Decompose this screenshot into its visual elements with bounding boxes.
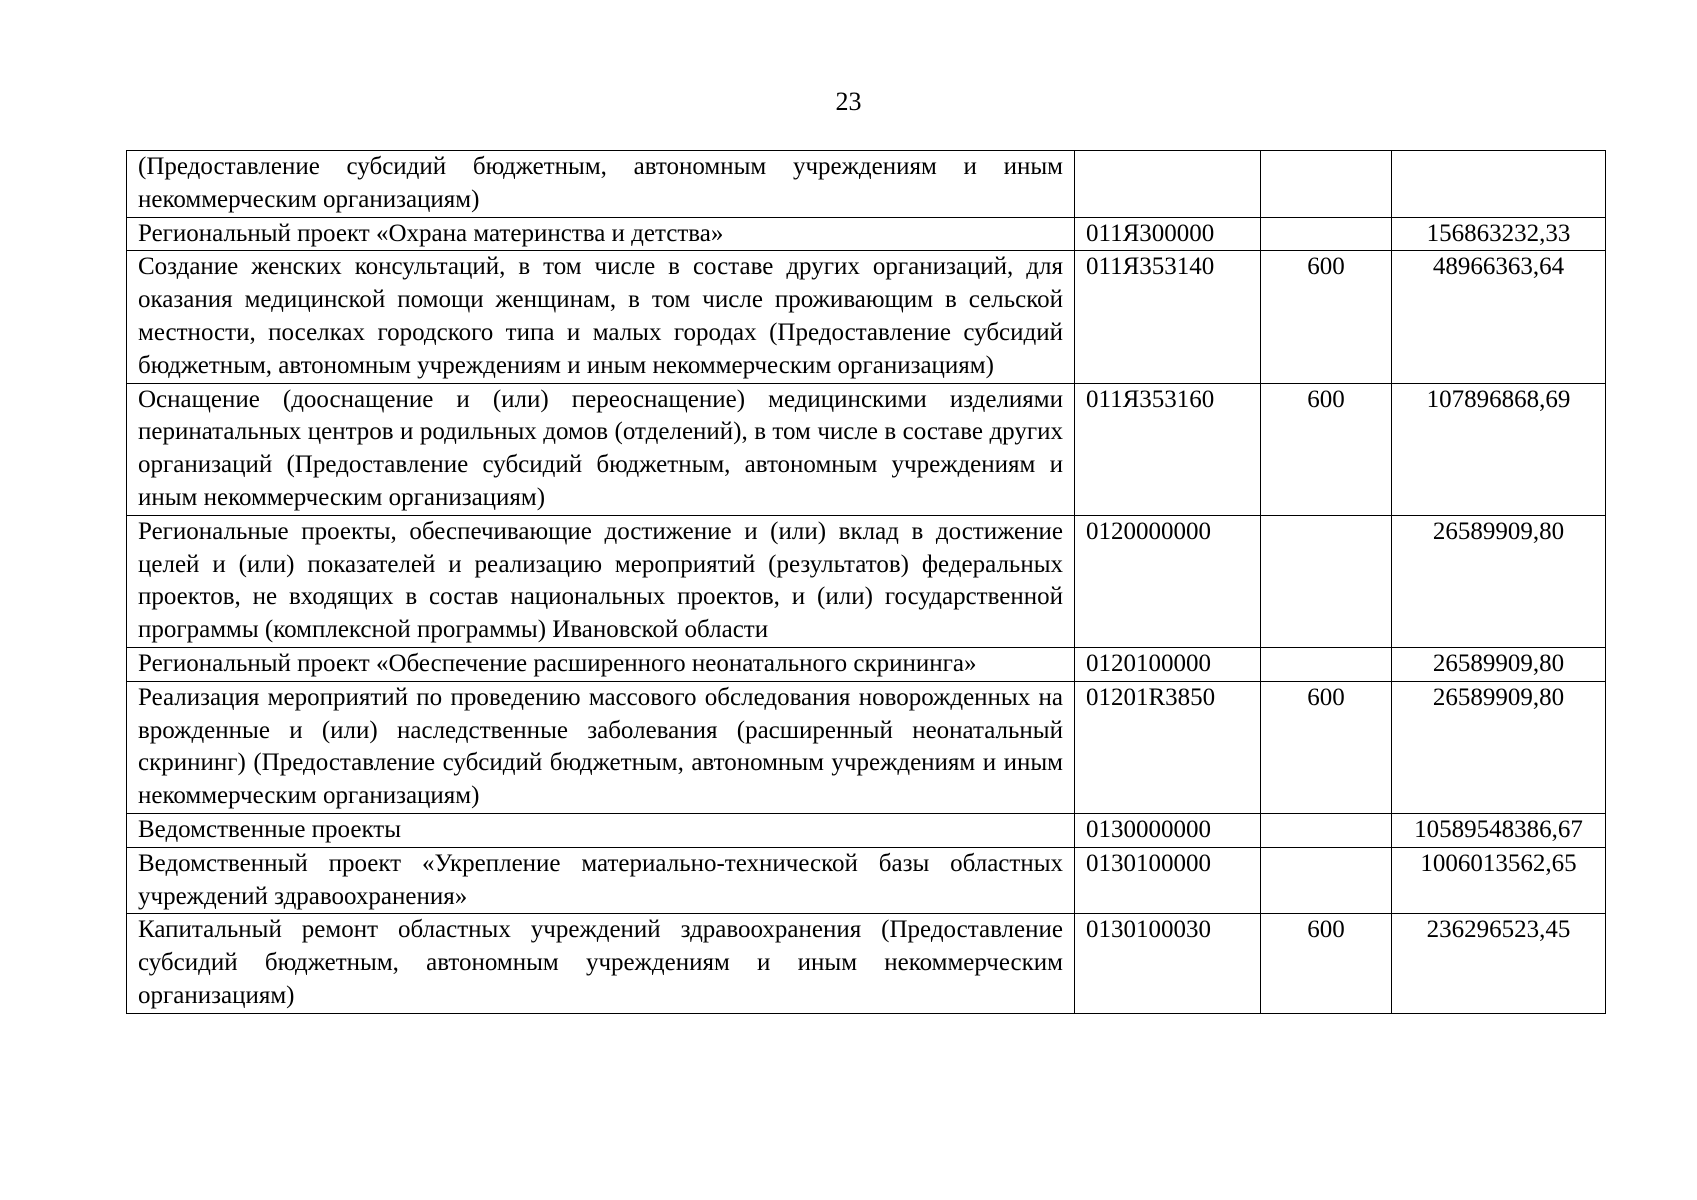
cell-sum: 1006013562,65 [1392, 847, 1606, 914]
cell-name: (Предоставление субсидий бюджетным, автономным учреждениям и иным некоммерческим организациям) [127, 151, 1075, 218]
cell-type: 600 [1261, 681, 1392, 813]
cell-name: Региональный проект «Охрана материнства и детства» [127, 217, 1075, 251]
cell-sum [1392, 151, 1606, 218]
cell-name: Региональные проекты, обеспечивающие достижение и (или) вклад в достижение целей и (или) показателей и реализацию мероприятий (результатов) федеральных проектов, не входящих в состав национальных проектов, и (или) государственной программы (комплексной программы) Ивановской области [127, 515, 1075, 647]
cell-name: Региональный проект «Обеспечение расширенного неонатального скрининга» [127, 647, 1075, 681]
cell-code: 01201R3850 [1075, 681, 1261, 813]
table-row [127, 647, 1606, 681]
table-row [127, 151, 1606, 218]
table-row [127, 251, 1606, 383]
table-row [127, 847, 1606, 914]
cell-name: Капитальный ремонт областных учреждений здравоохранения (Предоставление субсидий бюджетным, автономным учреждениям и иным некоммерческим организациям) [127, 914, 1075, 1013]
page-number: 23 [835, 87, 862, 116]
cell-code: 0130000000 [1075, 813, 1261, 847]
cell-code: 011Я353160 [1075, 383, 1261, 515]
cell-sum: 10589548386,67 [1392, 813, 1606, 847]
cell-code: 0130100000 [1075, 847, 1261, 914]
cell-sum: 26589909,80 [1392, 515, 1606, 647]
cell-type: 600 [1261, 251, 1392, 383]
cell-code: 0130100030 [1075, 914, 1261, 1013]
table-row [127, 383, 1606, 515]
cell-type [1261, 813, 1392, 847]
cell-name: Ведомственные проекты [127, 813, 1075, 847]
cell-code: 0120000000 [1075, 515, 1261, 647]
cell-type [1261, 515, 1392, 647]
cell-code: 0120100000 [1075, 647, 1261, 681]
cell-type [1261, 151, 1392, 218]
cell-sum: 48966363,64 [1392, 251, 1606, 383]
budget-table [126, 150, 1606, 1014]
cell-sum: 236296523,45 [1392, 914, 1606, 1013]
cell-type: 600 [1261, 383, 1392, 515]
cell-name: Создание женских консультаций, в том числе в составе других организаций, для оказания медицинской помощи женщинам, в том числе проживающим в сельской местности, поселках городского типа и малых городах (Предоставление субсидий бюджетным, автономным учреждениям и иным некоммерческим организациям) [127, 251, 1075, 383]
cell-code: 011Я300000 [1075, 217, 1261, 251]
cell-sum: 156863232,33 [1392, 217, 1606, 251]
cell-name: Оснащение (дооснащение и (или) переоснащение) медицинскими изделиями перинатальных центров и родильных домов (отделений), в том числе в составе других организаций (Предоставление субсидий бюджетным, автономным учреждениям и иным некоммерческим организациям) [127, 383, 1075, 515]
cell-type: 600 [1261, 914, 1392, 1013]
cell-sum: 107896868,69 [1392, 383, 1606, 515]
table-row [127, 914, 1606, 1013]
table-row [127, 813, 1606, 847]
cell-sum: 26589909,80 [1392, 647, 1606, 681]
cell-sum: 26589909,80 [1392, 681, 1606, 813]
cell-type [1261, 647, 1392, 681]
table-row [127, 515, 1606, 647]
cell-name: Реализация мероприятий по проведению массового обследования новорожденных на врожденные и (или) наследственные заболевания (расширенный неонатальный скрининг) (Предоставление субсидий бюджетным, автономным учреждениям и иным некоммерческим организациям) [127, 681, 1075, 813]
cell-type [1261, 217, 1392, 251]
cell-name: Ведомственный проект «Укрепление материально-технической базы областных учреждений здравоохранения» [127, 847, 1075, 914]
cell-code: 011Я353140 [1075, 251, 1261, 383]
cell-type [1261, 847, 1392, 914]
cell-code [1075, 151, 1261, 218]
table-row [127, 217, 1606, 251]
table-row [127, 681, 1606, 813]
